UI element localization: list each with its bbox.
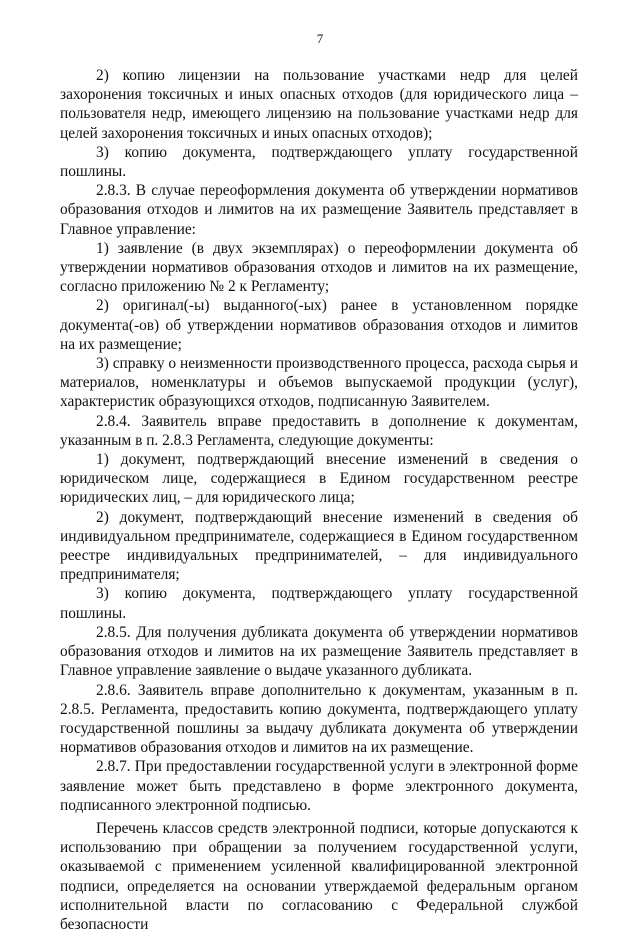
paragraph-original-documents: 2) оригинал(-ы) выданного(-ых) ранее в установленном порядке документа(-ов) об утверждении нормативов образования отходов и лимитов на их размещение; bbox=[60, 297, 578, 353]
paragraph-process-certificate: 3) справку о неизменности производственного процесса, расхода сырья и материалов, номенклатуры и объемов выпускаемой продукции (услуг), характеристик образующихся отходов, подписанную Заявителем. bbox=[60, 355, 578, 411]
paragraph-signature-classes: Перечень классов средств электронной подписи, которые допускаются к использованию при обращении за получением государственной услуги, оказываемой с применением усиленной квалифицированной электронной подписи, определяется на основании утверждаемой федеральным органом исполнительной власти по согласованию с Федеральной службой безопасности bbox=[60, 819, 578, 933]
paragraph-section-2-8-3: 2.8.3. В случае переоформления документа об утверждении нормативов образования отходов и лимитов на их размещение Заявитель представляет в Главное управление: bbox=[60, 182, 578, 238]
paragraph-entrepreneur-register: 2) документ, подтверждающий внесение изменений в сведения об индивидуальном предпринимателе, содержащиеся в Едином государственном реестре индивидуальных предпринимателей, – для индивидуального предпринимателя; bbox=[60, 508, 578, 584]
paragraph-license-copy: 2) копию лицензии на пользование участками недр для целей захоронения токсичных и иных опасных отходов (для юридического лица – пользователя недр, имеющего лицензию на пользование участками недр для целей захоронения токсичных и иных опасных отходов); bbox=[60, 67, 578, 142]
paragraph-section-2-8-5: 2.8.5. Для получения дубликата документа об утверждении нормативов образования отходов и лимитов на их размещение Заявитель представляет в Главное управление заявление о выдаче указанного дубликата. bbox=[60, 623, 578, 680]
paragraph-fee-receipt-copy: 3) копию документа, подтверждающего уплату государственной пошлины. bbox=[60, 143, 578, 181]
paragraph-section-2-8-6: 2.8.6. Заявитель вправе дополнительно к документам, указанным в п. 2.8.5. Регламента, предоставить копию документа, подтверждающего уплату государственной пошлины за выдачу дубликата документа об утверждении нормативов образования отходов и лимитов на их размещение. bbox=[60, 681, 578, 757]
page-number: 7 bbox=[316, 31, 324, 46]
paragraph-section-2-8-4: 2.8.4. Заявитель вправе предоставить в дополнение к документам, указанным в п. 2.8.3 Регламента, следующие документы: bbox=[60, 412, 578, 449]
paragraph-legal-entity-register: 1) документ, подтверждающий внесение изменений в сведения о юридическом лице, содержащиеся в Едином государственном реестре юридических лиц, – для юридического лица; bbox=[60, 451, 578, 507]
paragraph-section-2-8-7: 2.8.7. При предоставлении государственной услуги в электронной форме заявление может быть представлено в форме электронного документа, подписанного электронной подписью. bbox=[60, 758, 578, 814]
document-body bbox=[60, 66, 578, 934]
paragraph-fee-receipt-copy-2: 3) копию документа, подтверждающего уплату государственной пошлины. bbox=[60, 585, 578, 622]
paragraph-reissue-application: 1) заявление (в двух экземплярах) о переоформлении документа об утверждении нормативов образования отходов и лимитов на их размещение, согласно приложению № 2 к Регламенту; bbox=[60, 239, 578, 296]
